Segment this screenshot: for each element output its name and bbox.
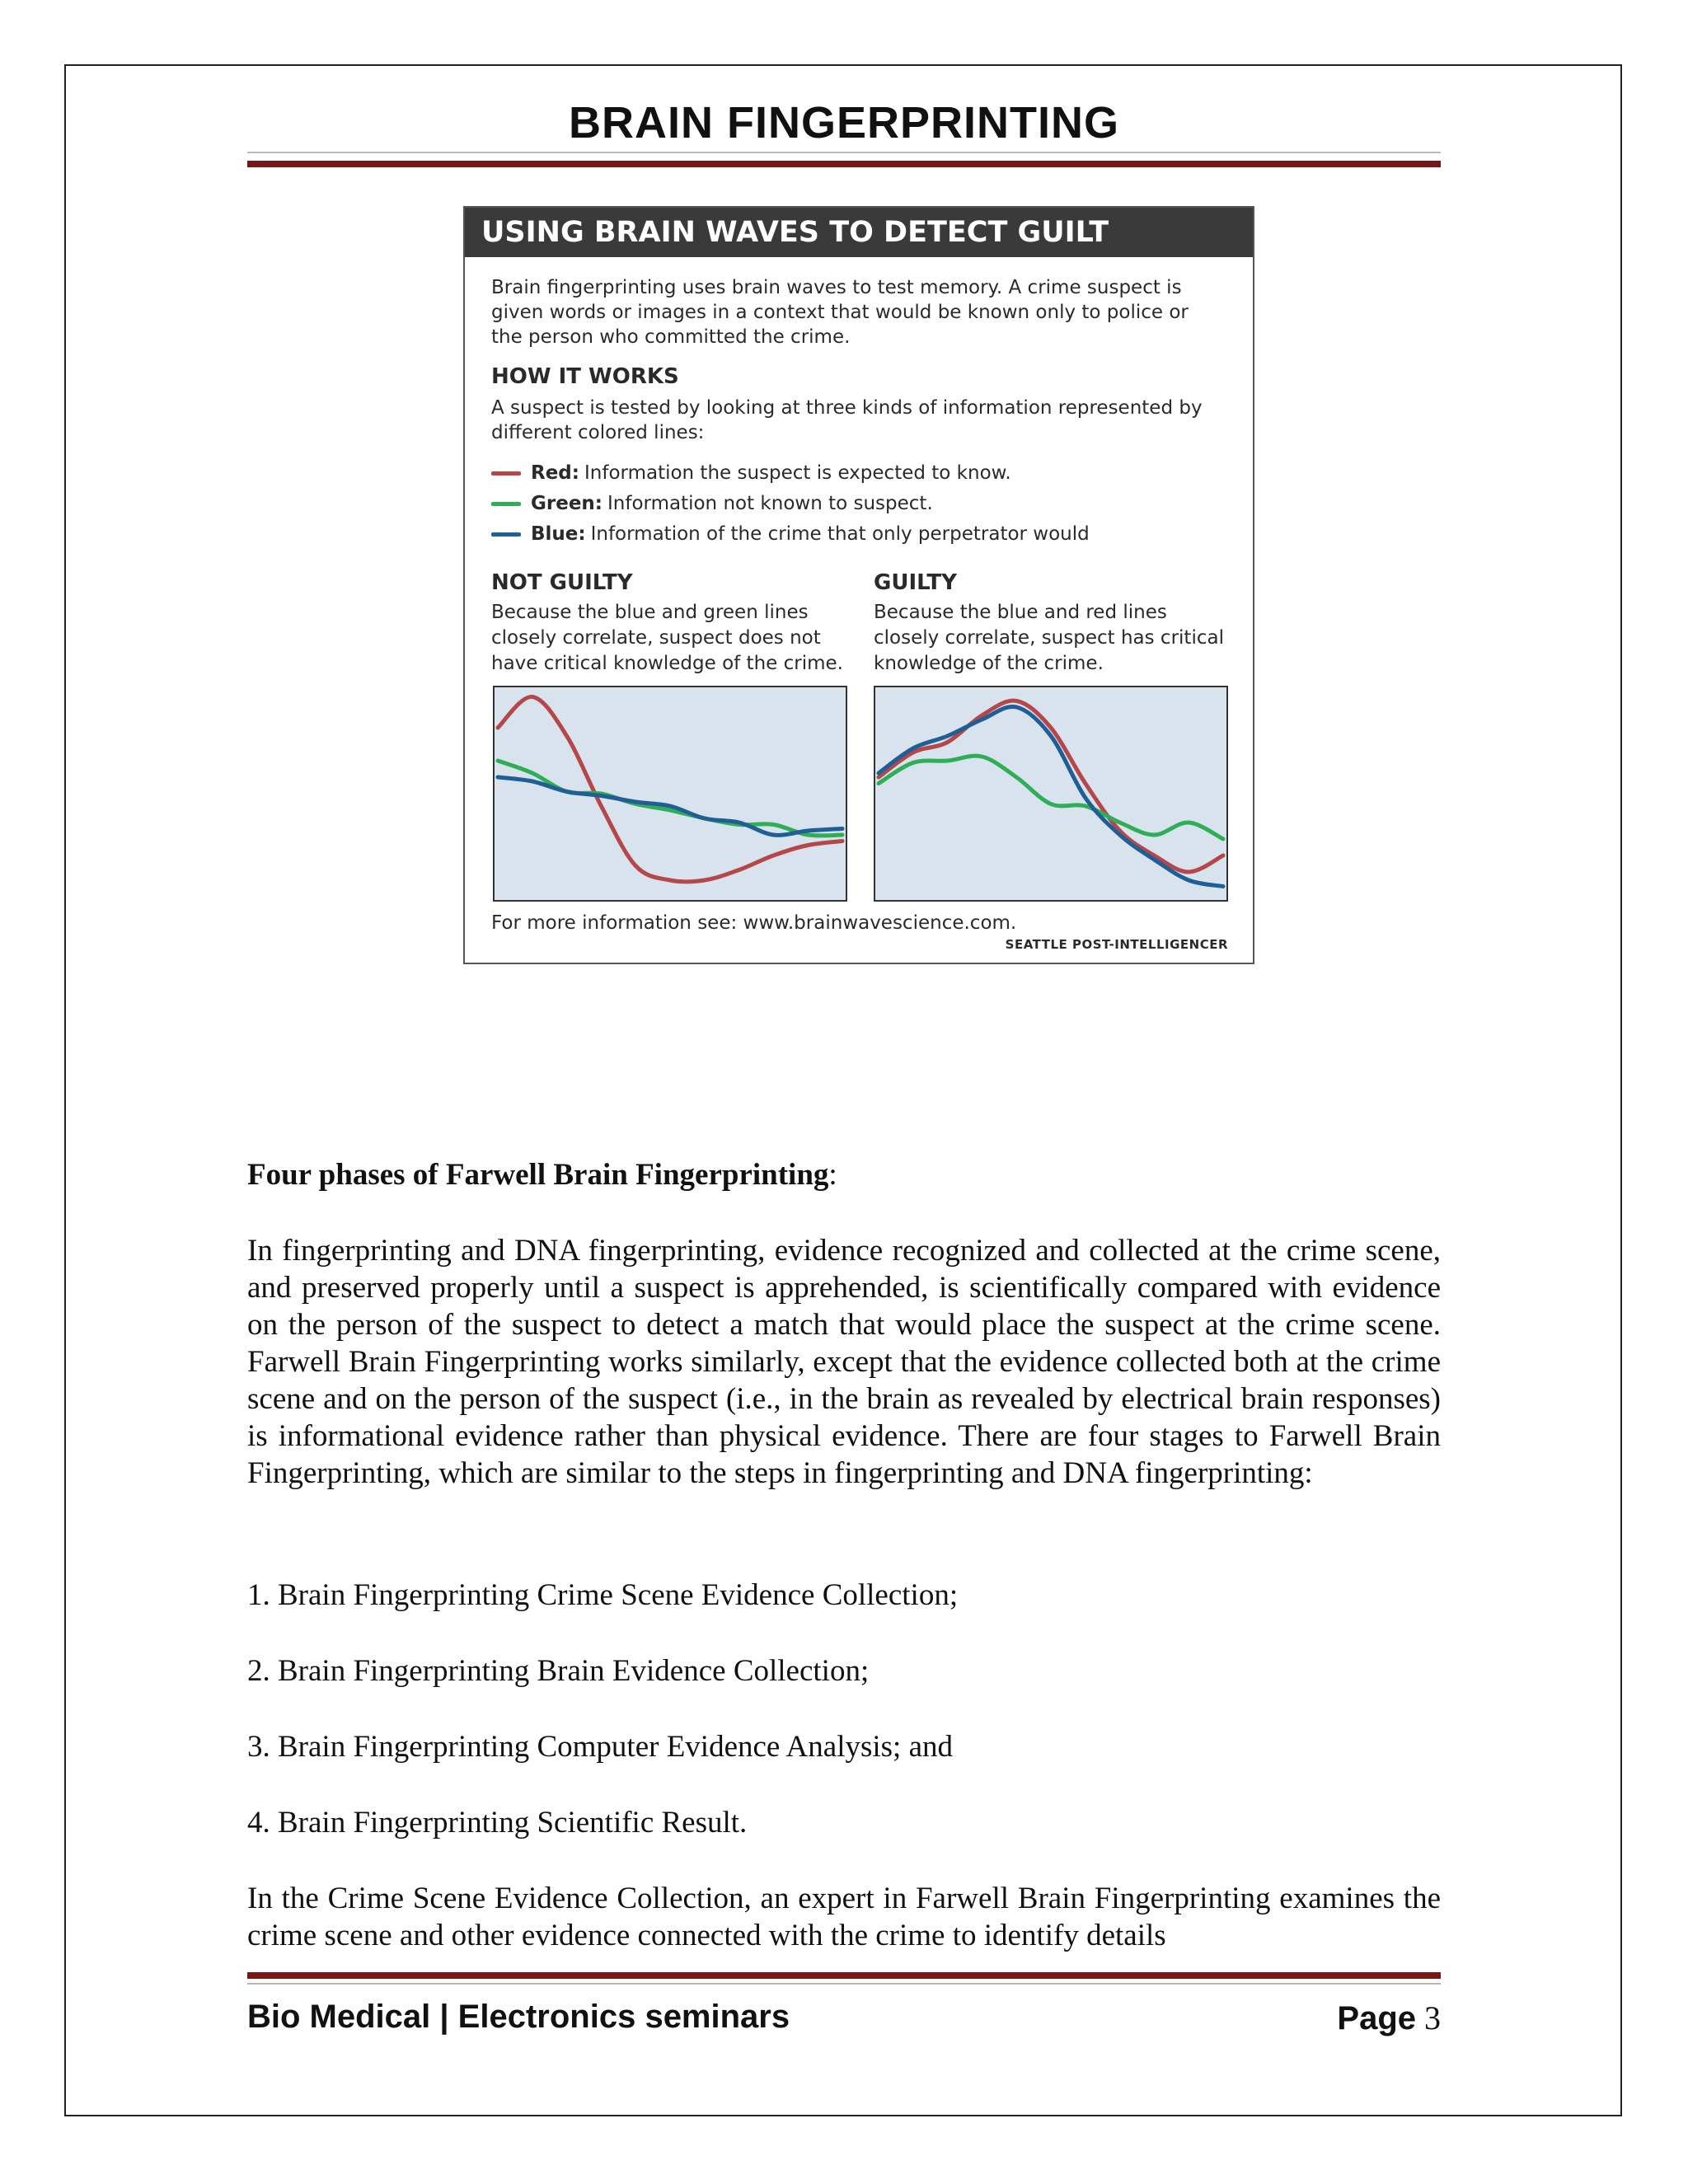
infographic-credit: SEATTLE POST-INTELLIGENCER: [1005, 937, 1228, 952]
section-title: Four phases of Farwell Brain Fingerprinting: [247, 1158, 829, 1192]
infographic-intro-line: given words or images in a context that would be known only to police or: [491, 302, 1189, 323]
legend-name: Red:: [531, 462, 579, 484]
guilty-line: knowledge of the crime.: [874, 653, 1104, 674]
guilty-line: Because the blue and red lines: [874, 602, 1167, 623]
legend-text: Information not known to suspect.: [607, 493, 933, 514]
footer-seminar-label: Bio Medical | Electronics seminars: [247, 1999, 790, 2035]
not-guilty-heading: NOT GUILTY: [491, 570, 633, 595]
page-label: Page: [1337, 2000, 1416, 2036]
not-guilty-line: Because the blue and green lines: [491, 602, 809, 623]
legend-item-blue: [491, 522, 1090, 546]
how-it-works-line: different colored lines:: [491, 422, 705, 443]
infographic-source-note: For more information see: www.brainwavescience.com.: [491, 912, 1017, 934]
guilty-chart-svg: [875, 687, 1226, 900]
infographic-intro-line: the person who committed the crime.: [491, 326, 851, 348]
legend-swatch-red: [491, 471, 521, 476]
footer-page: [1337, 1999, 1441, 2037]
legend-item-green: [491, 491, 933, 516]
guilty-heading: GUILTY: [874, 570, 957, 595]
how-it-works-line: A suspect is tested by looking at three kinds of information represented by: [491, 397, 1203, 419]
not-guilty-line: closely correlate, suspect does not: [491, 627, 821, 649]
legend-text: Information the suspect is expected to know.: [584, 462, 1011, 484]
series-line-red: [498, 696, 842, 881]
not-guilty-line: have critical knowledge of the crime.: [491, 653, 843, 674]
phase-item: 4. Brain Fingerprinting Scientific Result.: [247, 1806, 748, 1840]
not-guilty-chart-svg: [495, 687, 846, 900]
series-line-green: [879, 756, 1223, 839]
series-line-blue: [879, 706, 1223, 886]
how-it-works-heading: HOW IT WORKS: [491, 364, 679, 389]
phase-item: 2. Brain Fingerprinting Brain Evidence Collection;: [247, 1654, 870, 1688]
section-title-colon: :: [828, 1158, 837, 1192]
legend-name: Blue:: [531, 523, 586, 545]
header-rule-thick: [247, 161, 1441, 167]
paragraph-intro: In fingerprinting and DNA fingerprinting, evidence recognized and collected at the crime scene, and preserved properly until a suspect is apprehended, is scientifically compared with evidence on the person of the suspect to detect a match that would place the suspect at the crime scene. Farwell Brain Fingerprinting works similarly, except that the evidence collected both at the crime scene and on the person of the suspect (i.e., in the brain as revealed by electrical brain responses) is informational evidence rather than physical evidence. There are four stages to Farwell Brain Fingerprinting, which are similar to the steps in fingerprinting and DNA fingerprinting:: [247, 1234, 1441, 1490]
section-title-line: [247, 1156, 1441, 1193]
footer-rule-thick: [247, 1972, 1441, 1979]
infographic-figure: [463, 206, 1254, 964]
infographic-intro-line: Brain fingerprinting uses brain waves to test memory. A crime suspect is: [491, 277, 1182, 298]
footer-rule-thin: [247, 1983, 1441, 1985]
legend-text: Information of the crime that only perpetrator would: [590, 523, 1090, 545]
series-line-green: [498, 761, 842, 836]
legend-swatch-green: [491, 502, 521, 506]
legend-name: Green:: [531, 493, 603, 514]
not-guilty-chart: [493, 686, 847, 902]
guilty-chart: [874, 686, 1228, 902]
page-title: BRAIN FINGERPRINTING: [569, 98, 1119, 148]
legend-swatch-blue: [491, 532, 521, 537]
series-line-red: [879, 701, 1223, 872]
legend-item-red: [491, 461, 1011, 485]
guilty-line: closely correlate, suspect has critical: [874, 627, 1224, 649]
header-rule-thin: [247, 152, 1441, 153]
page-number: 3: [1424, 1999, 1441, 2036]
series-line-blue: [498, 777, 842, 835]
infographic-banner: USING BRAIN WAVES TO DETECT GUILT: [465, 208, 1253, 257]
phase-item: 3. Brain Fingerprinting Computer Evidence Analysis; and: [247, 1730, 954, 1764]
paragraph-crime-scene: In the Crime Scene Evidence Collection, an expert in Farwell Brain Fingerprinting examines the crime scene and other evidence connected with the crime to identify details: [247, 1882, 1441, 1952]
phase-item: 1. Brain Fingerprinting Crime Scene Evidence Collection;: [247, 1578, 959, 1612]
